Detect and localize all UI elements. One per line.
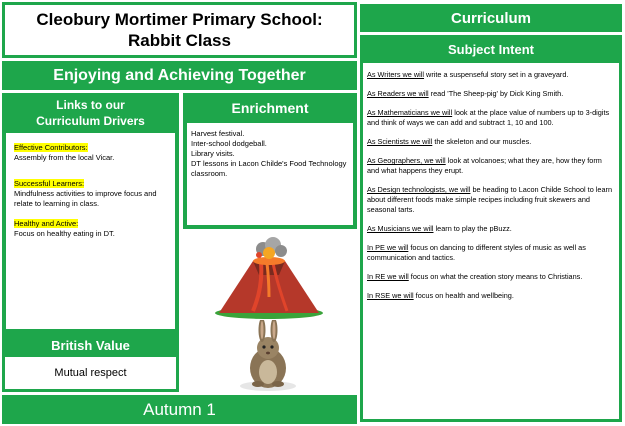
british-value-heading: British Value [2,333,179,357]
intent-text: learn to play the pBuzz. [433,223,512,233]
intent-text: the skeleton and our muscles. [432,137,532,147]
enrichment-item: DT lessons in Lacon Childe's Food Technology classroom. [191,159,347,178]
intent-lead: As Musicians we will [367,223,434,233]
enrichment-heading: Enrichment [183,93,357,123]
intent-lead: In RSE we will [367,290,414,300]
enrichment-panel [183,123,357,229]
driver-label: Healthy and Active: [14,219,79,228]
driver-item [14,179,169,209]
drivers-heading-line1: Links to our [56,98,125,112]
driver-item [14,143,169,163]
intent-item [367,185,615,214]
intent-item [367,243,615,263]
intent-item [367,291,615,301]
intent-lead: In RE we will [367,271,409,281]
driver-label: Effective Contributors: [14,143,88,152]
intent-lead: As Scientists we will [367,137,433,147]
tagline-banner: Enjoying and Achieving Together [2,61,357,90]
driver-label: Successful Learners: [14,179,85,188]
class-name: Rabbit Class [128,31,231,50]
curriculum-heading: Curriculum [360,4,622,32]
intent-item [367,156,615,176]
intent-item [367,137,615,147]
subject-intent-panel [360,63,622,422]
term-banner: Autumn 1 [2,395,357,424]
intent-lead: In PE we will [367,242,409,252]
intent-text: write a suspenseful story set in a graveyard. [424,70,569,79]
intent-item [367,89,615,99]
intent-lead: As Writers we will [367,70,425,79]
drivers-heading [2,93,179,133]
driver-text: Focus on healthy eating in DT. [14,229,115,238]
intent-lead: As Geographers, we will [367,156,446,166]
intent-text: read 'The Sheep-pig' by Dick King Smith. [428,89,564,99]
drivers-panel [2,133,179,333]
school-name: Cleobury Mortimer Primary School: [36,10,323,29]
intent-text: be heading to Lacon Childe School to learn about different foods make simple recipes including fruit skewers and seasonal tarts. [367,185,613,214]
british-value-text: Mutual respect [2,357,179,392]
intent-text: focus on what the creation story means to Christians. [408,271,583,281]
drivers-heading-line2: Curriculum Drivers [36,114,145,128]
intent-text: focus on dancing to different styles of music as well as communication and tactics. [367,242,586,262]
intent-text: look at the place value of numbers up to 3-digits and think of ways we can add and subtract 1, 10 and 100. [367,108,610,127]
driver-text: Mindfulness activities to improve focus and relate to learning in class. [14,189,157,208]
title-box [2,2,357,58]
intent-item [367,224,615,234]
rabbit-illustration [236,320,300,392]
volcano-illustration [213,237,325,319]
subject-intent-heading: Subject Intent [360,35,622,63]
enrichment-item: Harvest festival. [191,129,245,138]
intent-item [367,70,615,80]
driver-item [14,219,169,239]
intent-text: focus on health and wellbeing. [413,290,514,300]
enrichment-item: Inter-school dodgeball. [191,139,267,148]
intent-lead: As Mathematicians we will [367,108,453,118]
driver-text: Assembly from the local Vicar. [14,153,115,162]
intent-item [367,272,615,282]
enrichment-item: Library visits. [191,149,235,158]
intent-lead: As Design technologists, we will [367,185,471,195]
intent-text: look at volcanoes; what they are, how they form and what happens they erupt. [367,156,602,175]
intent-lead: As Readers we will [367,89,429,99]
intent-item [367,108,615,128]
